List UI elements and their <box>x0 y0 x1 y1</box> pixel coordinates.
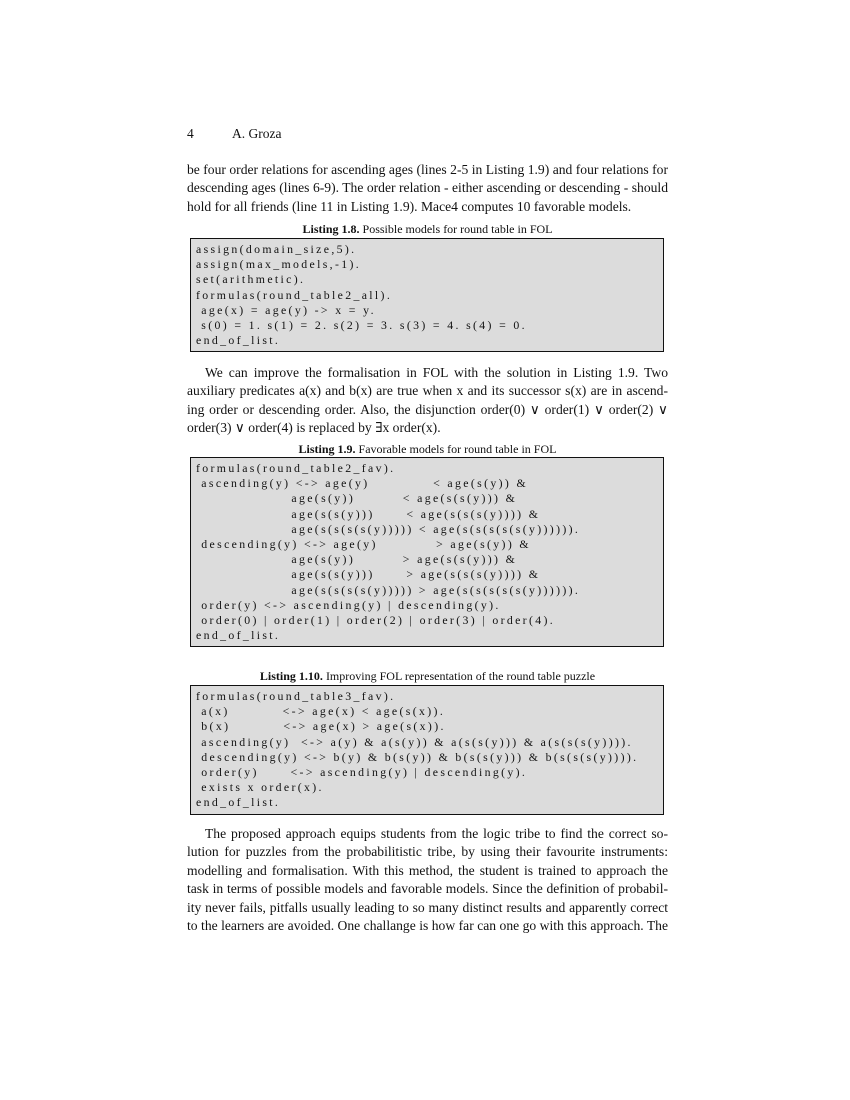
text-line: to the learners are avoided. One challange is how far can one go with this approach. The <box>187 918 668 934</box>
code-line: age(x) = age(y) -> x = y. <box>196 302 376 317</box>
code-line: descending(y) <-> b(y) & b(s(y)) & b(s(s(y))) & b(s(s(s(y)))). <box>196 749 639 764</box>
code-line: formulas(round_table2_all). <box>196 287 393 302</box>
code-line: assign(domain_size,5). <box>196 242 357 256</box>
text-line: be four order relations for ascending ages (lines 2-5 in Listing 1.9) and four relations for <box>187 162 668 177</box>
code-line: assign(max_models,-1). <box>196 257 362 272</box>
code-listing-1 <box>190 238 664 352</box>
code-line: age(s(s(y))) < age(s(s(s(y)))) & <box>196 506 541 521</box>
code-line: order(0) | order(1) | order(2) | order(3) | order(4). <box>196 613 556 628</box>
page-header <box>187 126 281 142</box>
text-line: We can improve the formalisation in FOL with the solution in Listing 1.9. Two <box>205 365 668 380</box>
text-line: order(3) ∨ order(4) is replaced by ∃x order(x). <box>187 420 441 436</box>
code-line: end_of_list. <box>196 333 281 348</box>
listing-label: Listing 1.10. <box>259 669 323 683</box>
text-line: modelling and formalisation. With this method, the student is trained to approach the <box>187 862 668 878</box>
code-line: age(s(s(y))) > age(s(s(s(y)))) & <box>196 567 541 582</box>
code-line: s(0) = 1. s(1) = 2. s(2) = 3. s(3) = 4. s(4) = 0. <box>196 318 527 333</box>
code-line: order(y) <-> ascending(y) | descending(y). <box>196 597 501 612</box>
text-line: hold for all friends (line 11 in Listing 1.9). Mace4 computes 10 favorable models. <box>187 198 632 214</box>
code-line: end_of_list. <box>196 628 281 643</box>
code-line: descending(y) <-> age(y) > age(s(y)) & <box>196 537 531 552</box>
text-line: auxiliary predicates a(x) and b(x) are true when x and its successor s(x) are in ascend- <box>187 383 668 399</box>
listing-3-caption <box>187 669 668 684</box>
listing-caption-text: Possible models for round table in FOL <box>362 222 553 236</box>
code-line: formulas(round_table2_fav). <box>196 461 396 475</box>
text-line: ing order or descending order. Also, the disjunction order(0) ∨ order(1) ∨ order(2) ∨ <box>187 401 668 417</box>
text-line: task in terms of possible models and favorable models. Since the definition of probabil- <box>187 881 668 897</box>
code-line: end_of_list. <box>196 795 281 810</box>
code-line: ascending(y) <-> a(y) & a(s(y)) & a(s(s(y))) & a(s(s(s(y)))). <box>196 734 633 749</box>
listing-caption-text: Favorable models for round table in FOL <box>358 442 557 456</box>
listing-2-caption <box>187 442 668 457</box>
text-line: ity never fails, pitfalls usually leading to so many distinct results and apparently correct <box>187 899 668 915</box>
paragraph-1 <box>187 161 668 216</box>
code-line: age(s(s(s(s(y))))) > age(s(s(s(s(s(y)))))). <box>196 582 581 597</box>
page-number: 4 <box>187 126 194 141</box>
code-line: age(s(y)) > age(s(s(y))) & <box>196 552 518 567</box>
text-line: descending ages (lines 6-9). The order relation - either ascending or descending - should <box>187 180 668 196</box>
code-listing-3 <box>190 685 664 815</box>
listing-caption-text: Improving FOL representation of the round table puzzle <box>325 669 596 683</box>
code-line: ascending(y) <-> age(y) < age(s(y)) & <box>196 476 528 491</box>
text-line: The proposed approach equips students from the logic tribe to find the correct so- <box>205 826 668 841</box>
text-line: lution for puzzles from the probabilitistic tribe, by using their favourite instruments: <box>187 844 668 860</box>
code-line: set(arithmetic). <box>196 272 306 287</box>
code-line: order(y) <-> ascending(y) | descending(y). <box>196 765 528 780</box>
paragraph-3 <box>187 825 668 935</box>
running-author: A. Groza <box>232 126 282 141</box>
code-line: b(x) <-> age(x) > age(s(x)). <box>196 719 446 734</box>
code-line: exists x order(x). <box>196 780 324 795</box>
listing-1-caption <box>187 222 668 237</box>
code-line: age(s(y)) < age(s(s(y))) & <box>196 491 518 506</box>
code-listing-2 <box>190 457 664 647</box>
listing-label: Listing 1.8. <box>302 222 360 236</box>
paragraph-2 <box>187 364 668 438</box>
code-line: formulas(round_table3_fav). <box>196 689 396 703</box>
code-line: age(s(s(s(s(y))))) < age(s(s(s(s(s(y)))))). <box>196 521 581 536</box>
code-line: a(x) <-> age(x) < age(s(x)). <box>196 704 446 719</box>
listing-label: Listing 1.9. <box>298 442 356 456</box>
